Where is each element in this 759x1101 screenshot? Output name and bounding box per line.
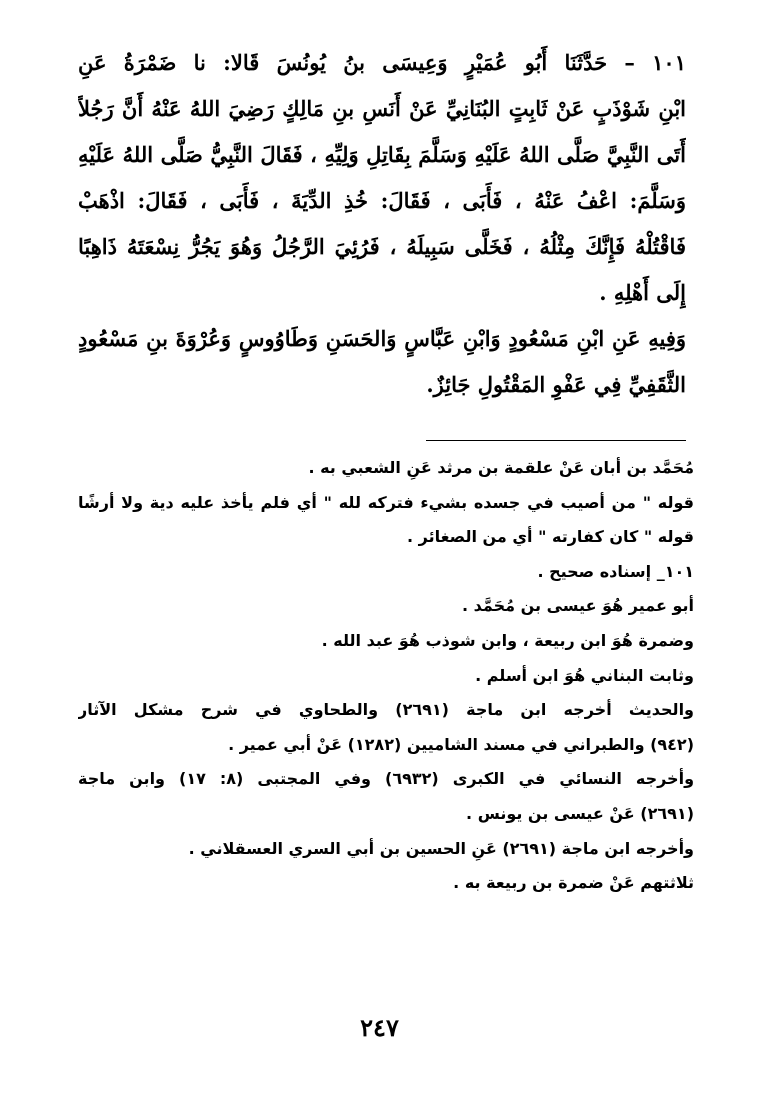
footnote-line: وأخرجه ابن ماجة (٢٦٩١) عَنِ الحسين بن أبي السري العسقلاني . — [188, 838, 694, 858]
hadith-line: وَسَلَّمَ: اعْفُ عَنْهُ ، فَأَبَى ، فَقَالَ: خُذِ الدِّيَةَ ، فَأَبَى ، فَقَالَ: اذْهَبْ — [78, 188, 686, 213]
footnote-divider — [426, 440, 686, 441]
hadith-line: أَتَى النَّبِيَّ صَلَّى اللهُ عَلَيْهِ وَسَلَّمَ بِقَاتِلِ وَلِيِّهِ ، فَقَالَ النَّبِيُّ صَلَّى اللهُ عَلَيْهِ — [78, 142, 686, 167]
hadith-text — [78, 40, 686, 408]
hadith-line: وَفِيهِ عَنِ ابْنِ مَسْعُودٍ وَابْنِ عَبَّاسٍ وَالحَسَنِ وَطَاوُوسٍ وَعُرْوَةَ بنِ مَسْعُودٍ — [78, 326, 686, 351]
hadith-line: ١٠١ – حَدَّثَنَا أَبُو عُمَيْرٍ وَعِيسَى بنُ يُونُسَ قَالا: نا ضَمْرَةُ عَنِ — [78, 50, 686, 75]
footnote-line: وأخرجه النسائي في الكبرى (٦٩٣٢) وفي المجتبى (٨: ١٧) وابن ماجة — [78, 769, 694, 789]
footnote-line: قوله " كان كفارته " أي من الصغائر . — [407, 527, 694, 547]
footnote-line: ثلاثتهم عَنْ ضمرة بن ربيعة به . — [453, 873, 694, 893]
footnote-line: ١٠١_ إسناده صحيح . — [537, 561, 694, 581]
footnote-line: وضمرة هُوَ ابن ربيعة ، وابن شوذب هُوَ عبد الله . — [321, 630, 694, 650]
hadith-line: فَاقْتُلْهُ فَإِنَّكَ مِثْلُهُ ، فَخَلَّى سَبِيلَهُ ، فَرُئِيَ الرَّجُلُ وَهُوَ يَجُرُّ نِسْعَتَهُ ذَاهِبًا — [78, 234, 686, 259]
hadith-line: الثَّقَفِيِّ فِي عَفْوِ المَقْتُولِ جَائِزٌ. — [426, 372, 686, 397]
page-number: ٢٤٧ — [360, 1013, 399, 1042]
footnote-line: أبو عمير هُوَ عيسى بن مُحَمَّد . — [461, 596, 694, 616]
footnote-line: وثابت البناني هُوَ ابن أسلم . — [475, 665, 694, 685]
footnote-line: (٩٤٢) والطبراني في مسند الشاميين (١٢٨٢) عَنْ أبي عمير . — [228, 734, 694, 754]
footnote-line: والحديث أخرجه ابن ماجة (٢٦٩١) والطحاوي في شرح مشكل الآثار — [78, 700, 694, 720]
footnote-line: مُحَمَّد بن أبان عَنْ علقمة بن مرثد عَنِ الشعبي به . — [308, 458, 694, 477]
hadith-line: إِلَى أَهْلِهِ . — [599, 280, 686, 305]
footnote-line: (٢٦٩١) عَنْ عيسى بن يونس . — [466, 803, 694, 823]
footnotes — [78, 451, 694, 901]
footnote-line: قوله " من أصيب في جسده بشيء فتركه لله " أي فلم يأخذ عليه دية ولا أرشًا — [78, 492, 694, 512]
hadith-line: ابْنِ شَوْذَبٍ عَنْ ثَابِتٍ البُنَانِيِّ عَنْ أَنَسِ بنِ مَالِكٍ رَضِيَ اللهُ عَنْهُ أَنَّ رَجُلاً — [78, 96, 686, 121]
